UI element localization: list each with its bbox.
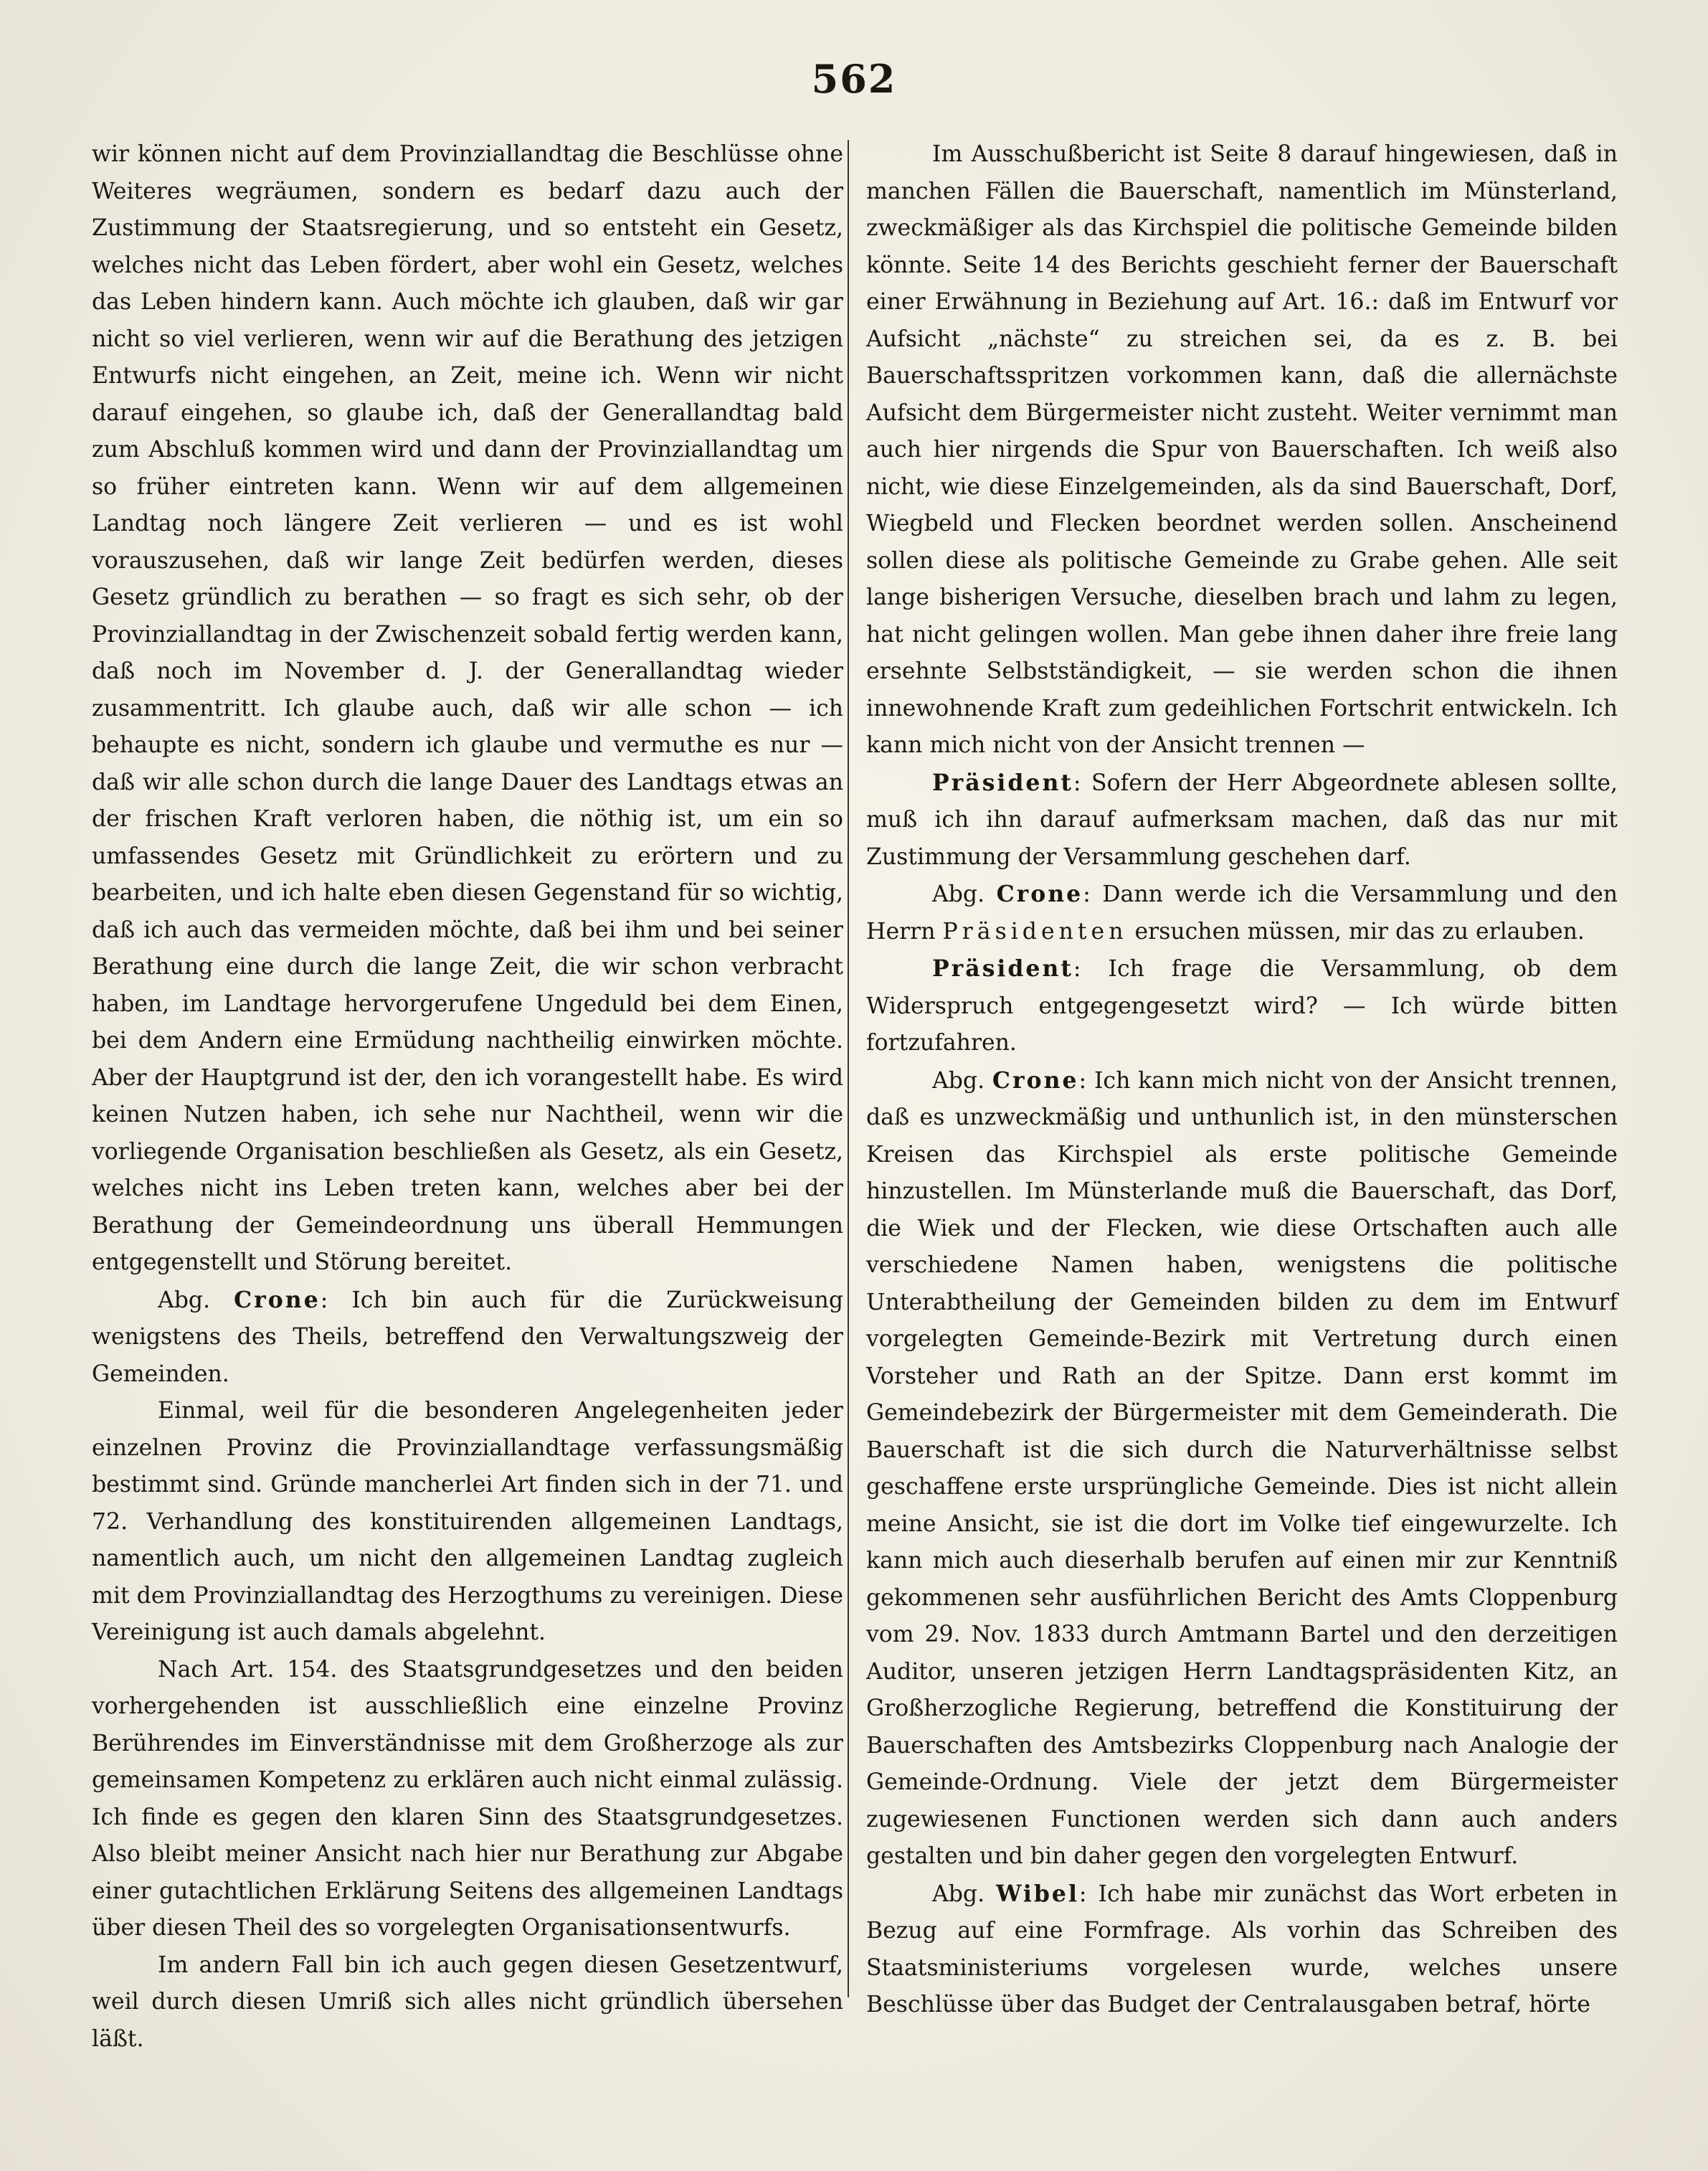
- speaker-name: Crone: [992, 1066, 1079, 1094]
- speaker-name: Wibel: [996, 1880, 1079, 1907]
- page-number: 562: [811, 56, 897, 102]
- speech-crone-2: Abg. Crone: Dann werde ich die Versammlung und den Herrn Präsidenten ersuchen müssen, mir das zu erlauben.: [866, 881, 1618, 945]
- column-divider: [848, 140, 849, 1997]
- speech-crone-1: Abg. Crone: Ich bin auch für die Zurückweisung wenigstens des Theils, betreffend den Verwaltungszweig der Gemeinden.: [92, 1286, 843, 1387]
- speaker-name: Crone: [234, 1286, 321, 1313]
- paragraph: wir können nicht auf dem Provinziallandtag die Beschlüsse ohne Weiteres wegräumen, sondern es bedarf dazu auch der Zustimmung der Staatsregierung, und so entsteht ein Gesetz, welches nicht das Leben fördert, aber wohl ein Gesetz, welches das Leben hindern kann. Auch möchte ich glauben, daß wir gar nicht so viel verlieren, wenn wir auf die Berathung des jetzigen Entwurfs nicht eingehen, an Zeit, meine ich. Wenn wir nicht darauf eingehen, so glaube ich, daß der Generallandtag bald zum Abschluß kommen wird und dann der Provinziallandtag um so früher eintreten kann. Wenn wir auf dem allgemeinen Landtag noch längere Zeit verlieren — und es ist wohl vorauszusehen, daß wir lange Zeit bedürfen werden, dieses Gesetz gründlich zu berathen — so fragt es sich sehr, ob der Provinziallandtag in der Zwischenzeit sobald fertig werden kann, daß noch im November d. J. der Generallandtag wieder zusammentritt. Ich glaube auch, daß wir alle schon — ich behaupte es nicht, sondern ich glaube und vermuthe es nur — daß wir alle schon durch die lange Dauer des Landtags etwas an der frischen Kraft verloren haben, die nöthig ist, um ein so umfassendes Gesetz mit Gründlichkeit zu erörtern und zu bearbeiten, und ich halte eben diesen Gegenstand für so wichtig, daß ich auch das vermeiden möchte, daß bei ihm und bei seiner Berathung eine durch die lange Zeit, die wir schon verbracht haben, im Landtage hervorgerufene Ungeduld bei dem Einen, bei dem Andern eine Ermüdung nachtheilig einwirken möchte. Aber der Hauptgrund ist der, den ich vorangestellt habe. Es wird keinen Nutzen haben, ich sehe nur Nachtheil, wenn wir die vorliegende Organisation beschließen als Gesetz, als ein Gesetz, welches nicht ins Leben treten kann, welches aber bei der Berathung der Gemeindeordnung uns überall Hemmungen entgegenstellt und Störung bereitet.: [92, 141, 843, 1275]
- speech-president-2: Präsident: Ich frage die Versammlung, ob dem Widerspruch entgegengesetzt wird? — Ich würde bitten fortzufahren.: [866, 955, 1618, 1056]
- paragraph: Einmal, weil für die besonderen Angelegenheiten jeder einzelnen Provinz die Provinziallandtage verfassungsmäßig bestimmt sind. Gründe mancherlei Art finden sich in der 71. und 72. Verhandlung des konstituirenden allgemeinen Landtags, namentlich auch, um nicht den allgemeinen Landtag zugleich mit dem Provinziallandtag des Herzogthums zu vereinigen. Diese Vereinigung ist auch damals abgelehnt.: [92, 1398, 843, 1645]
- speaker-name: Präsident: [932, 955, 1073, 982]
- left-column: [92, 136, 843, 2058]
- paragraph: Nach Art. 154. des Staatsgrundgesetzes und den beiden vorhergehenden ist ausschließlich eine einzelne Provinz Berührendes im Einverständnisse mit dem Großherzoge als zur gemeinsamen Kompetenz zu erklären auch nicht einmal zulässig. Ich finde es gegen den klaren Sinn des Staatsgrundgesetzes. Also bleibt meiner Ansicht nach hier nur Berathung zur Abgabe einer gutachtlichen Erklärung Seitens des allgemeinen Landtags über diesen Theil des so vorgelegten Organisationsentwurfs.: [92, 1656, 843, 1941]
- right-column: [866, 136, 1618, 2024]
- paragraph: Im Ausschußbericht ist Seite 8 darauf hingewiesen, daß in manchen Fällen die Bauerschaft, namentlich im Münsterland, zweckmäßiger als das Kirchspiel die politische Gemeinde bilden könnte. Seite 14 des Berichts geschieht ferner der Bauerschaft einer Erwähnung in Beziehung auf Art. 16.: daß im Entwurf vor Aufsicht „nächste“ zu streichen sei, da es z. B. bei Bauerschaftsspritzen vorkommen kann, daß die allernächste Aufsicht dem Bürgermeister nicht zusteht. Weiter vernimmt man auch hier nirgends die Spur von Bauerschaften. Ich weiß also nicht, wie diese Einzelgemeinden, als da sind Bauerschaft, Dorf, Wiegbeld und Flecken beordnet werden sollen. Anscheinend sollen diese als politische Gemeinde zu Grabe gehen. Alle seit lange bisherigen Versuche, dieselben brach und lahm zu legen, hat nicht gelingen wollen. Man gebe ihnen daher ihre freie lang ersehnte Selbstständigkeit, — sie werden schon die ihnen innewohnende Kraft zum gedeihlichen Fortschrit entwickeln. Ich kann mich nicht von der Ansicht trennen —: [866, 141, 1618, 758]
- speech-crone-3: Abg. Crone: Ich kann mich nicht von der Ansicht trennen, daß es unzweckmäßig und unthunlich ist, in den münsterschen Kreisen das Kirchspiel als erste politische Gemeinde hinzustellen. Im Münsterlande muß die Bauerschaft, das Dorf, die Wiek und der Flecken, wie diese Ortschaften auch alle verschiedene Namen haben, wenigstens die politische Unterabtheilung der Gemeinden bilden zu dem im Entwurf vorgelegten Gemeinde-Bezirk mit Vertretung durch einen Vorsteher und Rath an der Spitze. Dann erst kommt im Gemeindebezirk der Bürgermeister mit dem Gemeinderath. Die Bauerschaft ist die sich durch die Naturverhältnisse selbst geschaffene erste ursprüngliche Gemeinde. Dies ist nicht allein meine Ansicht, sie ist die dort im Volke tief eingewurzelte. Ich kann mich auch dieserhalb berufen auf einen mir zur Kenntniß gekommenen sehr ausführlichen Bericht des Amts Cloppenburg vom 29. Nov. 1833 durch Amtmann Bartel und den derzeitigen Auditor, unseren jetzigen Herrn Landtagspräsidenten Kitz, an Großherzogliche Regierung, betreffend die Konstituirung der Bauerschaften des Amtsbezirks Cloppenburg nach Analogie der Gemeinde-Ordnung. Viele der jetzt dem Bürgermeister zugewiesenen Functionen werden sich dann auch anders gestalten und bin daher gegen den vorgelegten Entwurf.: [866, 1066, 1618, 1869]
- paragraph: Im andern Fall bin ich auch gegen diesen Gesetzentwurf, weil durch diesen Umriß sich alles nicht gründlich übersehen läßt.: [92, 1952, 843, 2052]
- emphasized-word: Präsidenten: [942, 918, 1128, 945]
- speech-president-1: Präsident: Sofern der Herr Abgeordnete ablesen sollte, muß ich ihn darauf aufmerksam machen, daß das nur mit Zustimmung der Versammlung geschehen darf.: [866, 769, 1618, 870]
- speaker-name: Präsident: [932, 769, 1073, 796]
- speech-wibel: Abg. Wibel: Ich habe mir zunächst das Wort erbeten in Bezug auf eine Formfrage. Als vorhin das Schreiben des Staatsministeriums vorgelesen wurde, welches unsere Beschlüsse über das Budget der Centralausgaben betraf, hörte: [866, 1880, 1618, 2018]
- speaker-name: Crone: [996, 881, 1083, 907]
